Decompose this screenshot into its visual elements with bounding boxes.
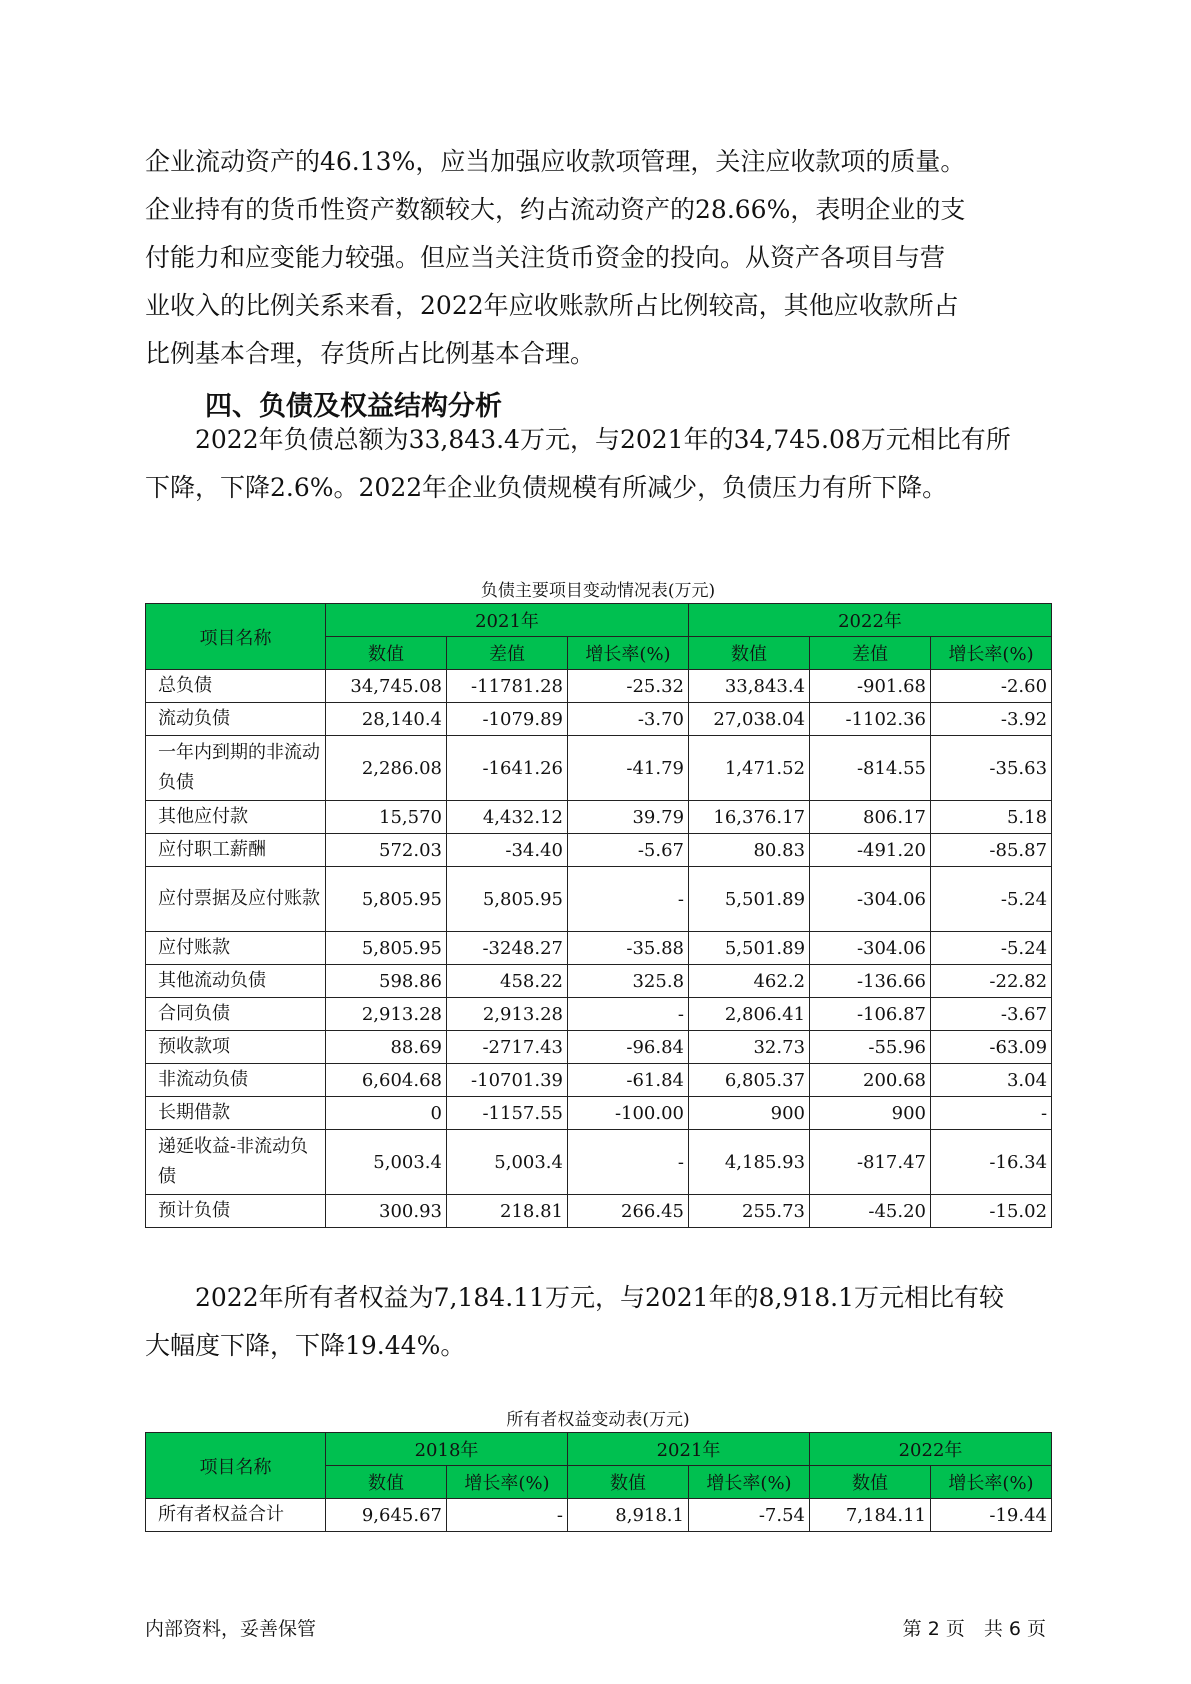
cell-growth: - <box>568 998 689 1031</box>
cell-growth: -3.92 <box>931 703 1052 736</box>
cell-value: 32.73 <box>689 1031 810 1064</box>
cell-diff: -136.66 <box>810 965 931 998</box>
cell-diff: -304.06 <box>810 867 931 932</box>
column-header-value: 数值 <box>326 1466 447 1499</box>
cell-value: 28,140.4 <box>326 703 447 736</box>
table-row <box>146 1064 1052 1097</box>
cell-growth: - <box>568 1130 689 1195</box>
cell-growth: -3.70 <box>568 703 689 736</box>
cell-diff: -3248.27 <box>447 932 568 965</box>
column-header-value: 数值 <box>689 637 810 670</box>
cell-growth: - <box>568 867 689 932</box>
column-header-year: 2018年 <box>326 1433 568 1466</box>
cell-growth: 325.8 <box>568 965 689 998</box>
liability-table-caption: 负债主要项目变动情况表(万元) <box>480 581 716 601</box>
cell-value: 27,038.04 <box>689 703 810 736</box>
footer-confidential: 内部资料，妥善保管 <box>145 1618 317 1640</box>
paragraph-line: 付能力和应变能力较强。但应当关注货币资金的投向。从资产各项目与营 <box>145 243 946 272</box>
paragraph-line: 下降，下降2.6%。2022年企业负债规模有所减少，负债压力有所下降。 <box>145 473 948 502</box>
column-header-year: 2021年 <box>568 1433 810 1466</box>
cell-diff: 2,913.28 <box>447 998 568 1031</box>
cell-value: 5,805.95 <box>326 932 447 965</box>
paragraph-line: 2022年所有者权益为7,184.11万元，与2021年的8,918.1万元相比有较 <box>145 1283 1004 1312</box>
cell-diff: 458.22 <box>447 965 568 998</box>
cell-diff: -817.47 <box>810 1130 931 1195</box>
cell-diff: -1079.89 <box>447 703 568 736</box>
table-row <box>146 703 1052 736</box>
cell-diff: -45.20 <box>810 1195 931 1228</box>
cell-value: 5,501.89 <box>689 867 810 932</box>
intro-paragraph <box>145 138 1055 378</box>
cell-growth: -15.02 <box>931 1195 1052 1228</box>
row-name: 一年内到期的非流动负债 <box>146 736 326 801</box>
row-name: 合同负债 <box>146 998 326 1031</box>
cell-diff: -814.55 <box>810 736 931 801</box>
table-header-row <box>146 604 1052 637</box>
cell-value: 300.93 <box>326 1195 447 1228</box>
column-header-growth: 增长率(%) <box>447 1466 568 1499</box>
cell-value: 572.03 <box>326 834 447 867</box>
row-name: 长期借款 <box>146 1097 326 1130</box>
column-header-growth: 增长率(%) <box>689 1466 810 1499</box>
cell-growth: -61.84 <box>568 1064 689 1097</box>
table-row <box>146 1097 1052 1130</box>
cell-diff: -34.40 <box>447 834 568 867</box>
cell-value: 15,570 <box>326 801 447 834</box>
cell-growth: 266.45 <box>568 1195 689 1228</box>
row-name: 其他流动负债 <box>146 965 326 998</box>
cell-value: 4,185.93 <box>689 1130 810 1195</box>
cell-diff: -1641.26 <box>447 736 568 801</box>
cell-value: 1,471.52 <box>689 736 810 801</box>
cell-growth: -22.82 <box>931 965 1052 998</box>
footer-page-number: 第 2 页 共 6 页 <box>902 1618 1046 1640</box>
liability-paragraph <box>145 416 1055 512</box>
paragraph-line: 企业流动资产的46.13%，应当加强应收款项管理，关注应收款项的质量。 <box>145 147 966 176</box>
cell-growth: -19.44 <box>931 1499 1052 1532</box>
column-header-year: 2022年 <box>689 604 1052 637</box>
table-row <box>146 834 1052 867</box>
cell-diff: -10701.39 <box>447 1064 568 1097</box>
cell-growth: -5.24 <box>931 867 1052 932</box>
row-name: 预计负债 <box>146 1195 326 1228</box>
cell-value: 0 <box>326 1097 447 1130</box>
cell-growth: 39.79 <box>568 801 689 834</box>
column-header-growth: 增长率(%) <box>568 637 689 670</box>
paragraph-line: 比例基本合理，存货所占比例基本合理。 <box>145 339 596 368</box>
paragraph-line: 大幅度下降，下降19.44%。 <box>145 1331 466 1360</box>
cell-value: 255.73 <box>689 1195 810 1228</box>
row-name: 预收款项 <box>146 1031 326 1064</box>
cell-diff: 200.68 <box>810 1064 931 1097</box>
table-row <box>146 801 1052 834</box>
table-row <box>146 998 1052 1031</box>
table-row <box>146 867 1052 932</box>
row-name: 应付职工薪酬 <box>146 834 326 867</box>
cell-value: 5,501.89 <box>689 932 810 965</box>
cell-growth: -25.32 <box>568 670 689 703</box>
cell-diff: 900 <box>810 1097 931 1130</box>
column-header-growth: 增长率(%) <box>931 637 1052 670</box>
row-name: 递延收益-非流动负债 <box>146 1130 326 1195</box>
cell-value: 2,913.28 <box>326 998 447 1031</box>
cell-value: 9,645.67 <box>326 1499 447 1532</box>
cell-value: 598.86 <box>326 965 447 998</box>
cell-value: 6,604.68 <box>326 1064 447 1097</box>
cell-growth: -7.54 <box>689 1499 810 1532</box>
cell-growth: - <box>447 1499 568 1532</box>
cell-growth: -5.24 <box>931 932 1052 965</box>
cell-value: 33,843.4 <box>689 670 810 703</box>
cell-value: 80.83 <box>689 834 810 867</box>
column-header-growth: 增长率(%) <box>931 1466 1052 1499</box>
cell-growth: -5.67 <box>568 834 689 867</box>
cell-diff: -11781.28 <box>447 670 568 703</box>
cell-diff: 5,003.4 <box>447 1130 568 1195</box>
liability-table <box>145 603 1052 1228</box>
table-row <box>146 1130 1052 1195</box>
row-name: 非流动负债 <box>146 1064 326 1097</box>
cell-value: 34,745.08 <box>326 670 447 703</box>
cell-growth: -85.87 <box>931 834 1052 867</box>
cell-diff: 4,432.12 <box>447 801 568 834</box>
table-row <box>146 670 1052 703</box>
row-name: 总负债 <box>146 670 326 703</box>
table-row <box>146 1031 1052 1064</box>
column-header-year: 2022年 <box>810 1433 1052 1466</box>
column-header-name: 项目名称 <box>146 604 326 670</box>
cell-growth: 3.04 <box>931 1064 1052 1097</box>
row-name: 所有者权益合计 <box>146 1499 326 1532</box>
cell-value: 5,805.95 <box>326 867 447 932</box>
cell-growth: -35.63 <box>931 736 1052 801</box>
column-header-value: 数值 <box>326 637 447 670</box>
cell-growth: -41.79 <box>568 736 689 801</box>
column-header-name: 项目名称 <box>146 1433 326 1499</box>
cell-value: 2,286.08 <box>326 736 447 801</box>
liability-table-body <box>146 670 1052 1228</box>
cell-growth: -2.60 <box>931 670 1052 703</box>
cell-diff: 218.81 <box>447 1195 568 1228</box>
column-header-value: 数值 <box>810 1466 931 1499</box>
column-header-diff: 差值 <box>447 637 568 670</box>
paragraph-line: 企业持有的货币性资产数额较大，约占流动资产的28.66%，表明企业的支 <box>145 195 966 224</box>
table-row <box>146 1195 1052 1228</box>
cell-value: 6,805.37 <box>689 1064 810 1097</box>
table-row <box>146 932 1052 965</box>
cell-diff: -2717.43 <box>447 1031 568 1064</box>
cell-growth: 5.18 <box>931 801 1052 834</box>
paragraph-line: 业收入的比例关系来看，2022年应收账款所占比例较高，其他应收款所占 <box>145 291 959 320</box>
paragraph-line: 2022年负债总额为33,843.4万元，与2021年的34,745.08万元相比有所 <box>145 425 1011 454</box>
equity-table-caption: 所有者权益变动表(万元) <box>506 1410 690 1430</box>
row-name: 流动负债 <box>146 703 326 736</box>
cell-value: 8,918.1 <box>568 1499 689 1532</box>
column-header-value: 数值 <box>568 1466 689 1499</box>
cell-value: 2,806.41 <box>689 998 810 1031</box>
row-name: 其他应付款 <box>146 801 326 834</box>
equity-paragraph <box>145 1274 1055 1370</box>
cell-diff: -901.68 <box>810 670 931 703</box>
section-heading: 四、负债及权益结构分析 <box>205 391 502 422</box>
cell-value: 900 <box>689 1097 810 1130</box>
cell-growth: -16.34 <box>931 1130 1052 1195</box>
cell-value: 7,184.11 <box>810 1499 931 1532</box>
table-row <box>146 736 1052 801</box>
cell-diff: -304.06 <box>810 932 931 965</box>
row-name: 应付票据及应付账款 <box>146 867 326 932</box>
cell-diff: -1102.36 <box>810 703 931 736</box>
cell-value: 88.69 <box>326 1031 447 1064</box>
table-row <box>146 965 1052 998</box>
cell-growth: - <box>931 1097 1052 1130</box>
equity-table <box>145 1432 1052 1532</box>
cell-diff: -491.20 <box>810 834 931 867</box>
cell-growth: -96.84 <box>568 1031 689 1064</box>
cell-diff: 806.17 <box>810 801 931 834</box>
cell-growth: -3.67 <box>931 998 1052 1031</box>
row-name: 应付账款 <box>146 932 326 965</box>
cell-value: 5,003.4 <box>326 1130 447 1195</box>
cell-growth: -35.88 <box>568 932 689 965</box>
table-header-row <box>146 1433 1052 1466</box>
cell-diff: -106.87 <box>810 998 931 1031</box>
cell-value: 462.2 <box>689 965 810 998</box>
cell-value: 16,376.17 <box>689 801 810 834</box>
cell-growth: -100.00 <box>568 1097 689 1130</box>
cell-diff: 5,805.95 <box>447 867 568 932</box>
column-header-year: 2021年 <box>326 604 689 637</box>
cell-growth: -63.09 <box>931 1031 1052 1064</box>
column-header-diff: 差值 <box>810 637 931 670</box>
cell-diff: -1157.55 <box>447 1097 568 1130</box>
table-row <box>146 1499 1052 1532</box>
cell-diff: -55.96 <box>810 1031 931 1064</box>
